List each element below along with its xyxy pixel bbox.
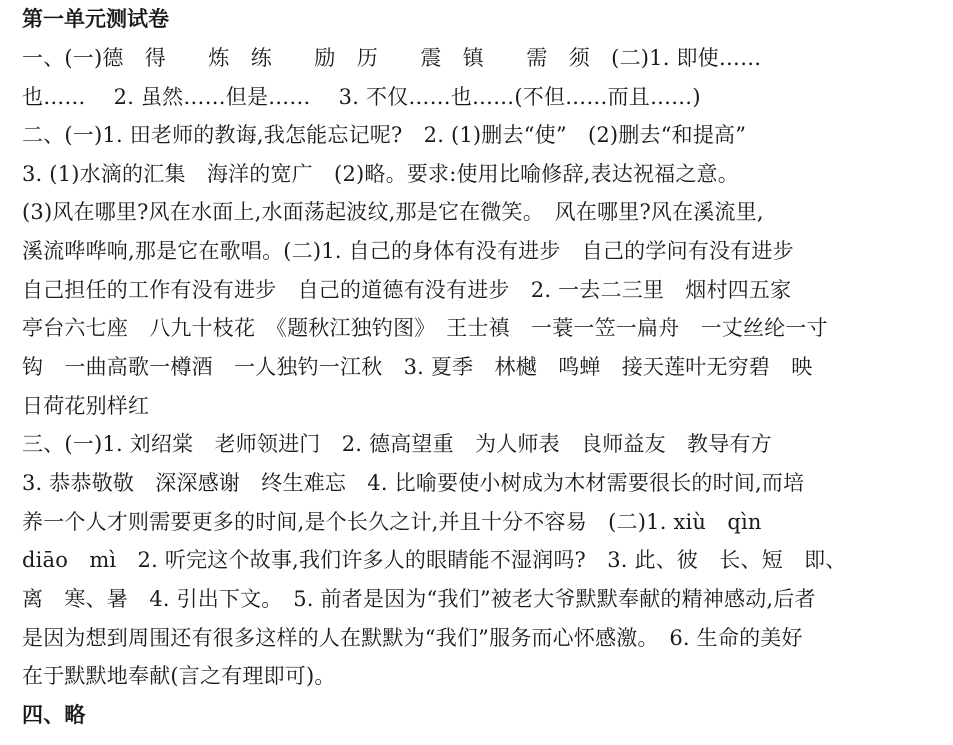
text-line: 四、略 xyxy=(22,703,86,727)
text-line: (3)风在哪里?风在水面上,水面荡起波纹,那是它在微笑。 风在哪里?风在溪流里, xyxy=(22,200,764,224)
text-line: 3. 恭恭敬敬 深深感谢 终生难忘 4. 比喻要使小树成为木材需要很长的时间,而培 xyxy=(22,471,805,495)
text-line: diāo mì 2. 听完这个故事,我们许多人的眼睛能不湿润吗? 3. 此、彼 长、短 即、 xyxy=(22,548,847,572)
text-line: 3. (1)水滴的汇集 海洋的宽广 (2)略。要求:使用比喻修辞,表达祝福之意。 xyxy=(22,162,739,186)
page-title: 第一单元测试卷 xyxy=(22,7,169,31)
text-line: 一、(一)德 得 炼 练 励 历 震 镇 需 须 (二)1. 即使…… xyxy=(22,46,762,70)
text-line: 也…… 2. 虽然……但是…… 3. 不仅……也……(不但……而且……) xyxy=(22,85,701,109)
text-line: 亭台六七座 八九十枝花 《题秋江独钓图》 王士禛 一蓑一笠一扁舟 一丈丝纶一寸 xyxy=(22,316,828,340)
text-line: 在于默默地奉献(言之有理即可)。 xyxy=(22,664,336,688)
text-line: 二、(一)1. 田老师的教诲,我怎能忘记呢? 2. (1)删去“使” (2)删去“和提高” xyxy=(22,123,747,147)
text-line: 离 寒、暑 4. 引出下文。 5. 前者是因为“我们”被老大爷默默奉献的精神感动,后者 xyxy=(22,587,816,611)
text-line: 溪流哗哗响,那是它在歌唱。(二)1. 自己的身体有没有进步 自己的学问有没有进步 xyxy=(22,239,794,263)
text-line: 钩 一曲高歌一樽酒 一人独钓一江秋 3. 夏季 林樾 鸣蝉 接天莲叶无穷碧 映 xyxy=(22,355,813,379)
text-line: 三、(一)1. 刘绍棠 老师领进门 2. 德高望重 为人师表 良师益友 教导有方 xyxy=(22,432,772,456)
text-line: 养一个人才则需要更多的时间,是个长久之计,并且十分不容易 (二)1. xiù qìn xyxy=(22,510,762,534)
text-line: 日荷花别样红 xyxy=(22,394,150,418)
text-line: 是因为想到周围还有很多这样的人在默默为“我们”服务而心怀感激。 6. 生命的美好 xyxy=(22,626,803,650)
text-line: 自己担任的工作有没有进步 自己的道德有没有进步 2. 一去二三里 烟村四五家 xyxy=(22,278,792,302)
